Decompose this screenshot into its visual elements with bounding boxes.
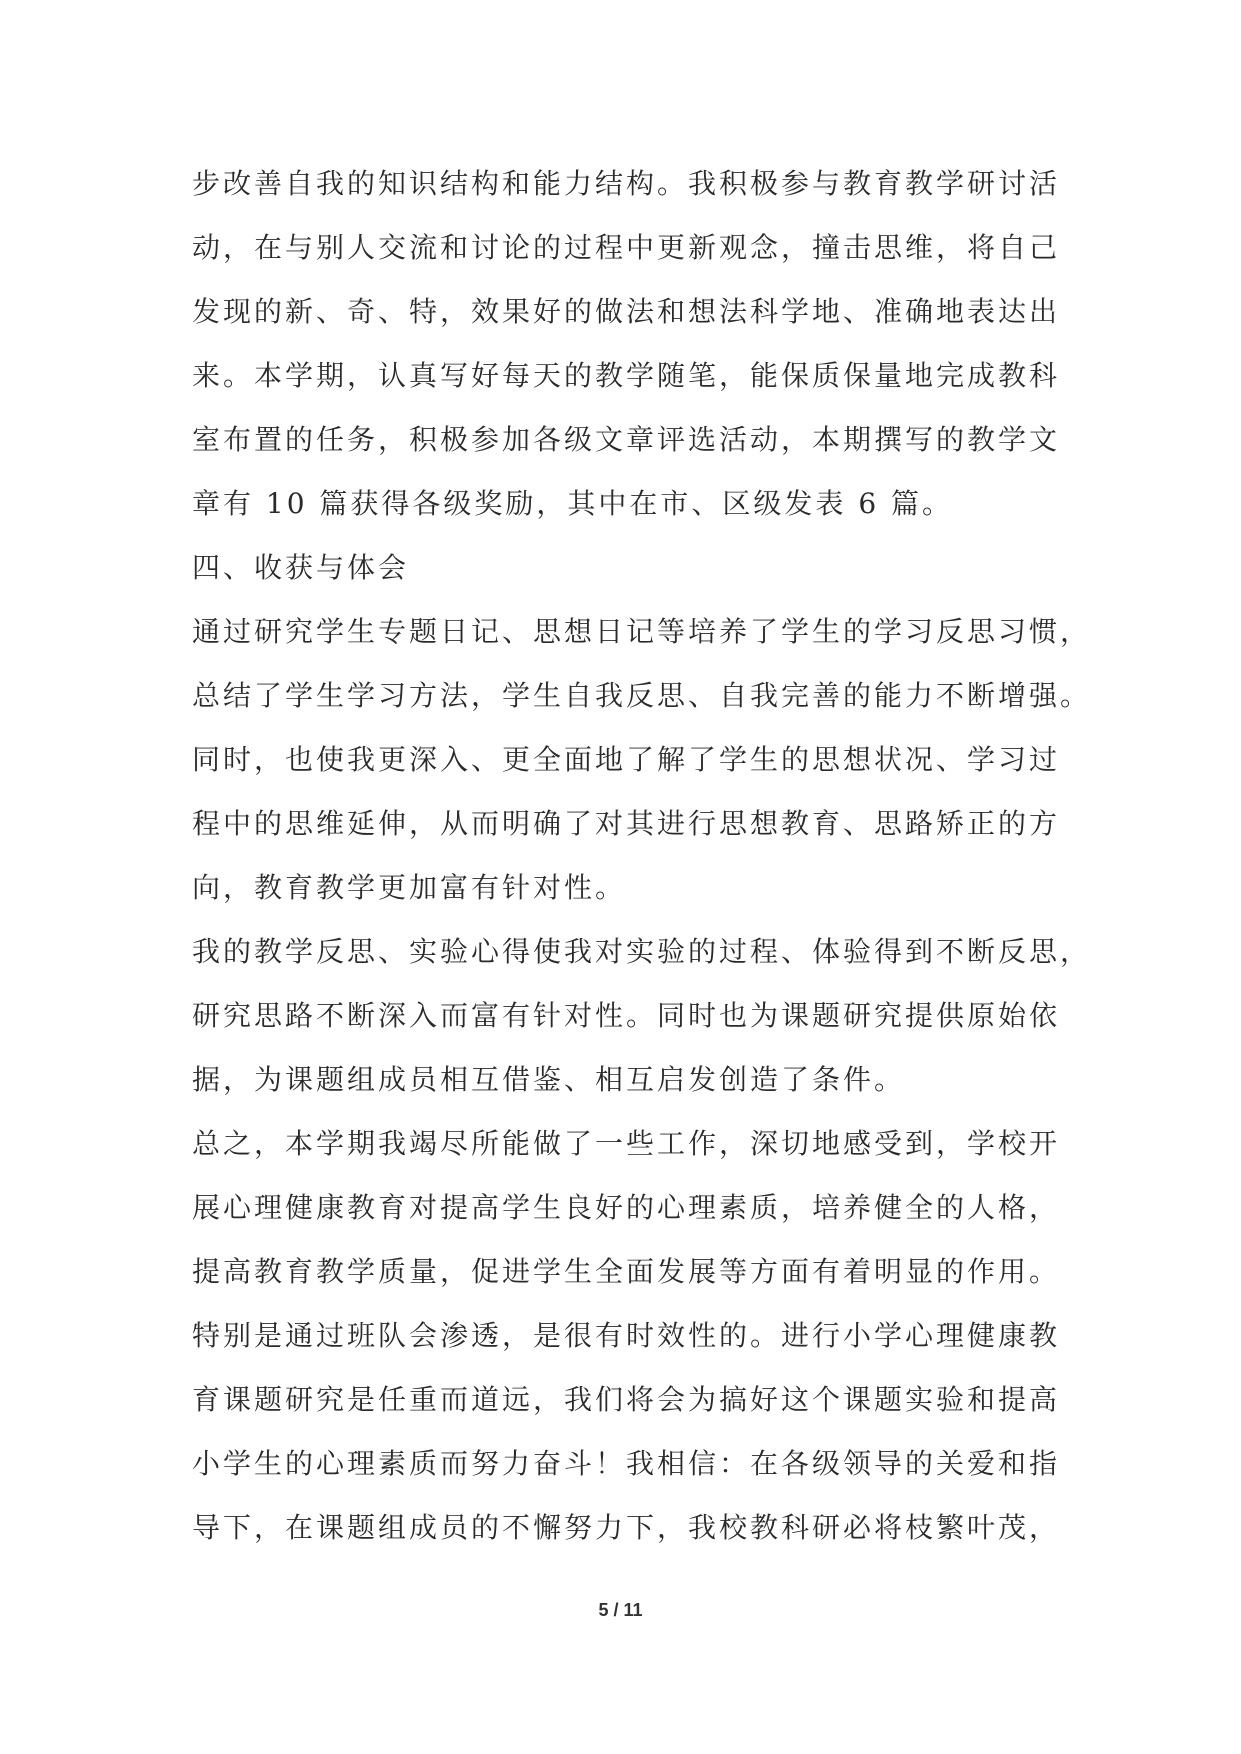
text-line: 提高教育教学质量，促进学生全面发展等方面有着明显的作用。 bbox=[192, 1255, 1061, 1288]
text-line: 我的教学反思、实验心得使我对实验的过程、体验得到不断反思， bbox=[192, 935, 1092, 968]
page-number: 5 / 11 bbox=[598, 1600, 643, 1620]
text-line: 程中的思维延伸，从而明确了对其进行思想教育、思路矫正的方 bbox=[192, 807, 1061, 840]
text-line: 展心理健康教育对提高学生良好的心理素质，培养健全的人格， bbox=[192, 1191, 1061, 1224]
text-line: 导下，在课题组成员的不懈努力下，我校教科研必将枝繁叶茂， bbox=[192, 1511, 1061, 1544]
text-line: 室布置的任务，积极参加各级文章评选活动，本期撰写的教学文 bbox=[192, 423, 1061, 456]
text-line: 通过研究学生专题日记、思想日记等培养了学生的学习反思习惯， bbox=[192, 615, 1092, 648]
text-line: 小学生的心理素质而努力奋斗！我相信：在各级领导的关爱和指 bbox=[192, 1447, 1061, 1480]
text-line: 同时，也使我更深入、更全面地了解了学生的思想状况、学习过 bbox=[192, 743, 1061, 776]
text-line: 研究思路不断深入而富有针对性。同时也为课题研究提供原始依 bbox=[192, 999, 1061, 1032]
text-line: 总之，本学期我竭尽所能做了一些工作，深切地感受到，学校开 bbox=[192, 1127, 1061, 1160]
text-line: 发现的新、奇、特，效果好的做法和想法科学地、准确地表达出 bbox=[192, 295, 1061, 328]
text-line: 据，为课题组成员相互借鉴、相互启发创造了条件。 bbox=[192, 1063, 906, 1096]
text-line: 总结了学生学习方法，学生自我反思、自我完善的能力不断增强。 bbox=[192, 679, 1092, 712]
text-line: 向，教育教学更加富有针对性。 bbox=[192, 871, 627, 904]
section-heading: 四、收获与体会 bbox=[192, 551, 410, 584]
text-line: 动，在与别人交流和讨论的过程中更新观念，撞击思维，将自己 bbox=[192, 231, 1061, 264]
text-line: 步改善自我的知识结构和能力结构。我积极参与教育教学研讨活 bbox=[192, 167, 1061, 200]
document-body bbox=[192, 152, 1092, 1560]
text-line: 章有 10 篇获得各级奖励，其中在市、区级发表 6 篇。 bbox=[192, 487, 954, 520]
text-line: 育课题研究是任重而道远，我们将会为搞好这个课题实验和提高 bbox=[192, 1383, 1061, 1416]
text-line: 来。本学期，认真写好每天的教学随笔，能保质保量地完成教科 bbox=[192, 359, 1061, 392]
text-line: 特别是通过班队会渗透，是很有时效性的。进行小学心理健康教 bbox=[192, 1319, 1061, 1352]
